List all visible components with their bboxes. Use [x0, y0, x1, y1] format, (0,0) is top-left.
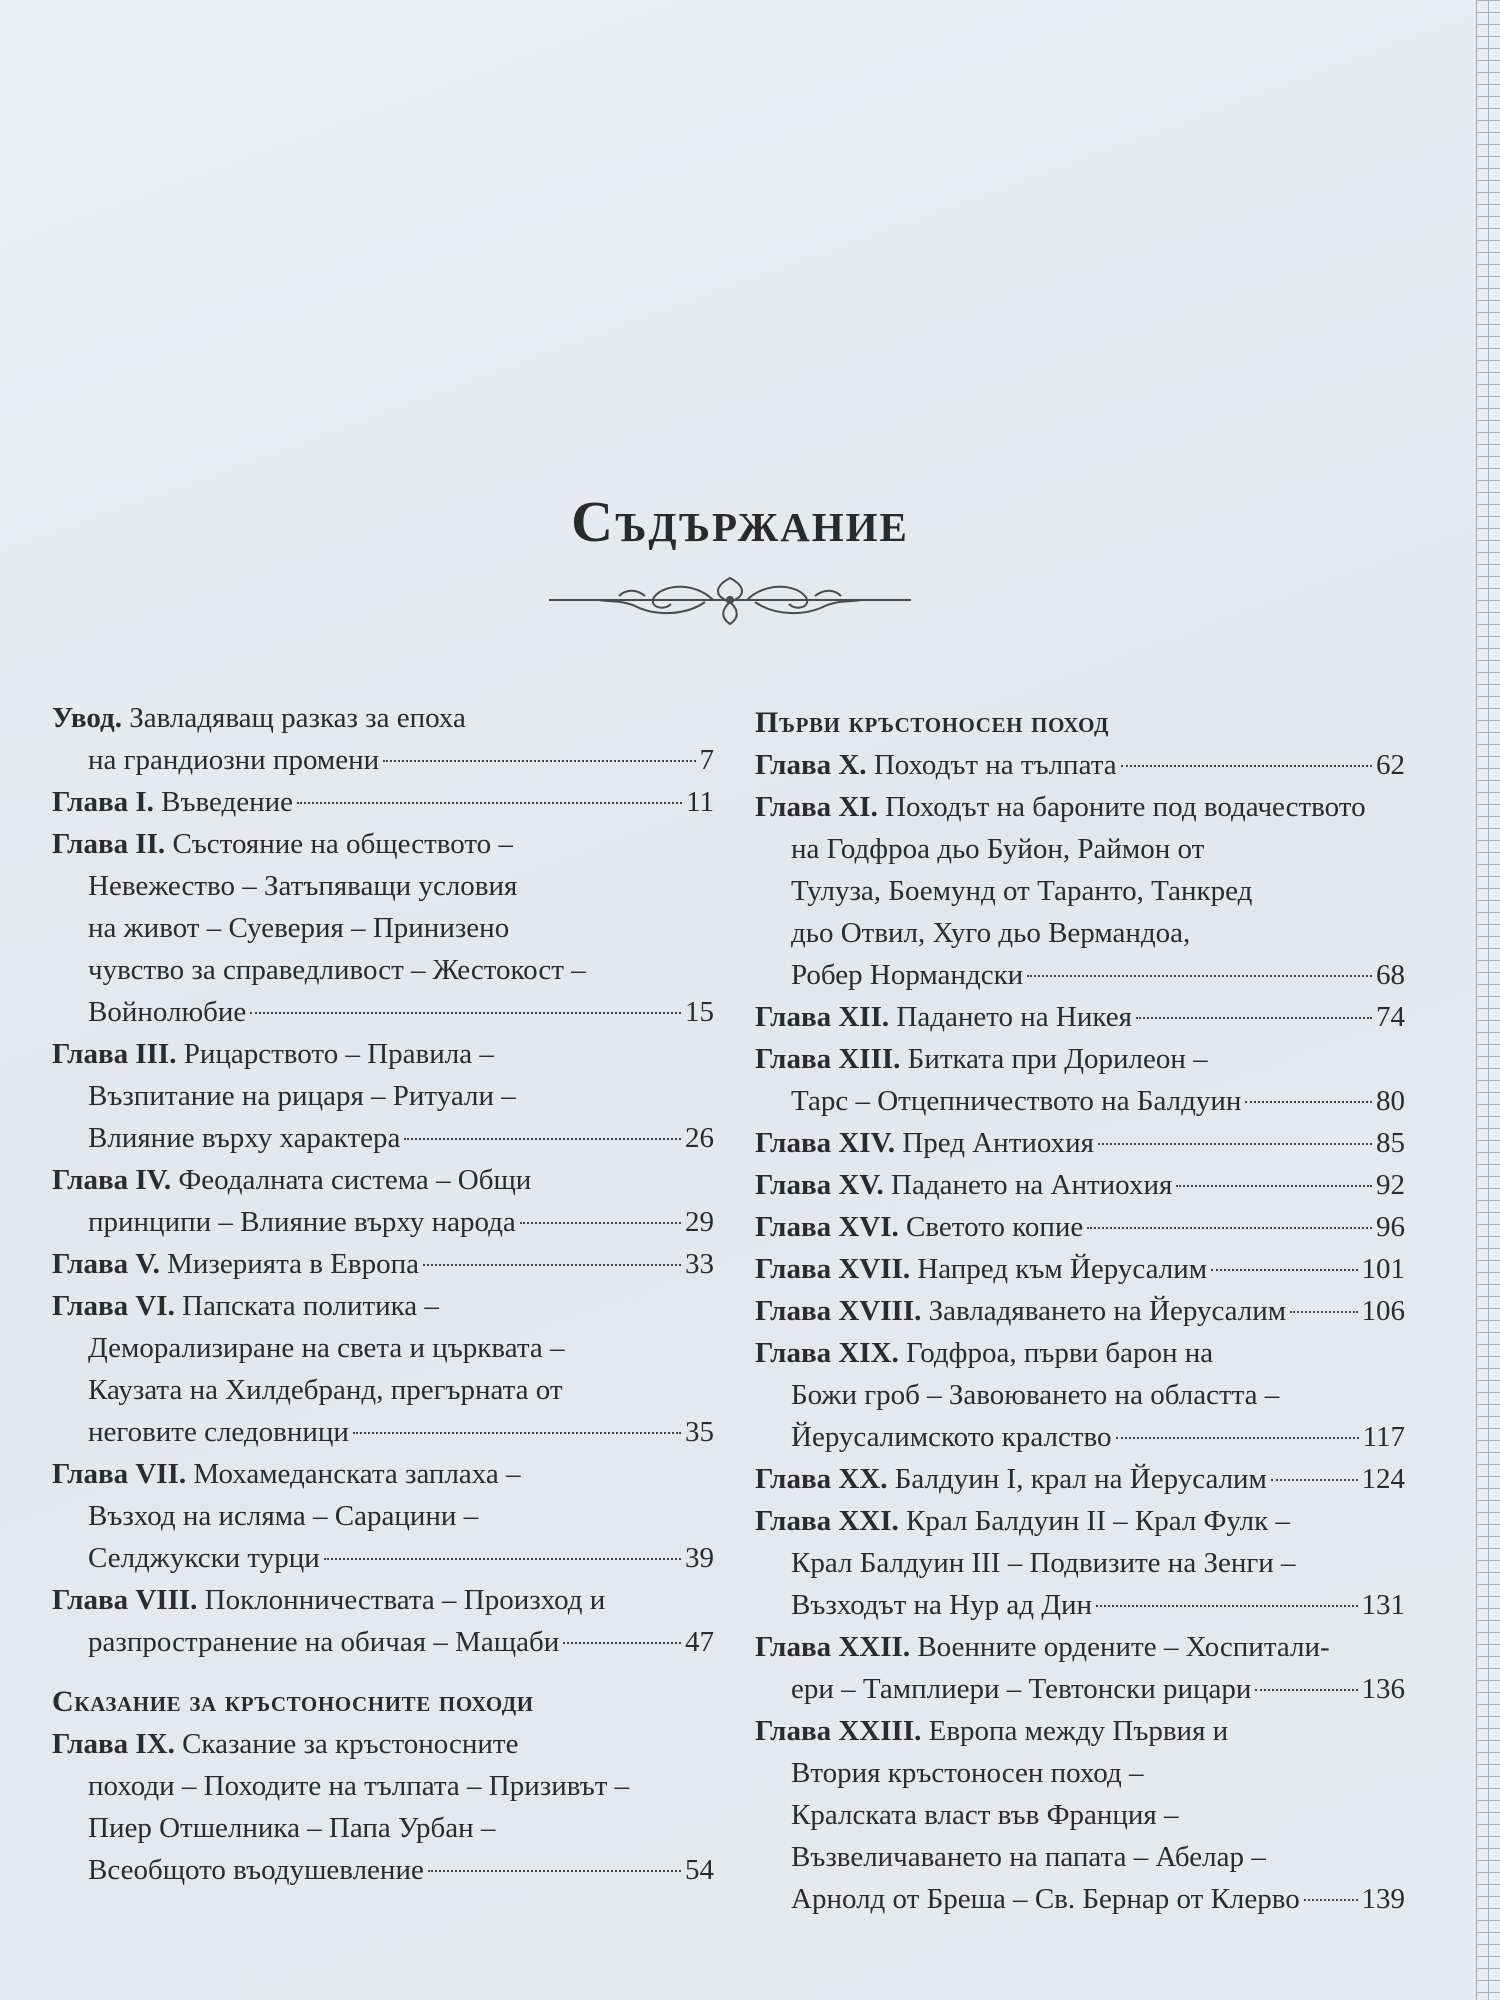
- toc-page-number: 117: [1362, 1421, 1405, 1453]
- toc-entry-text: [88, 1849, 424, 1891]
- toc-entry-title: Крал Балдуин II – Крал Фулк –: [906, 1505, 1290, 1537]
- toc-entry-title: Въведение: [161, 786, 294, 818]
- toc-entry-line: [52, 1579, 714, 1621]
- toc-entry-line: [52, 739, 714, 781]
- leader-dots: [1136, 1017, 1372, 1019]
- toc-entry-line: [52, 907, 714, 949]
- toc-entry-text: [88, 1812, 495, 1844]
- leader-dots: [1098, 1143, 1372, 1145]
- toc-entry-title: Мизерията в Европа: [167, 1248, 419, 1280]
- toc-entry-text: [755, 1043, 1208, 1075]
- toc-entry-text: [755, 1505, 1290, 1537]
- toc-entry-text: [791, 917, 1190, 949]
- toc-entry-text: [88, 739, 379, 781]
- toc-entry-line: [52, 1537, 714, 1579]
- toc-page-number: 7: [699, 744, 714, 776]
- toc-entry-line: [755, 744, 1405, 786]
- toc-chapter-label: Глава IV.: [52, 1164, 172, 1196]
- toc-entry-line: [52, 1849, 714, 1891]
- toc-entry-text: [88, 912, 509, 944]
- toc-chapter-label: Глава XV.: [755, 1169, 884, 1201]
- toc-chapter-label: Глава II.: [52, 828, 166, 860]
- toc-entry-line: [755, 1458, 1405, 1500]
- toc-entry-line: [52, 1807, 714, 1849]
- toc-chapter-label: Глава XVIII.: [755, 1295, 922, 1327]
- toc-entry-text: [755, 1290, 1286, 1332]
- toc-page-number: 74: [1376, 1001, 1405, 1033]
- toc-page-number: 131: [1361, 1589, 1405, 1621]
- toc-entry-text: [88, 991, 246, 1033]
- toc-entry-text: [88, 870, 517, 902]
- toc-entry-title: Балдуин I, крал на Йерусалим: [894, 1463, 1267, 1495]
- toc-entry-line: [52, 1033, 714, 1075]
- toc-entry-text: [755, 1164, 1172, 1206]
- leader-dots: [353, 1432, 681, 1434]
- toc-entry-text: [88, 954, 586, 986]
- leader-dots: [1176, 1185, 1372, 1187]
- toc-page-number: 33: [685, 1248, 714, 1280]
- leader-dots: [423, 1264, 681, 1266]
- leader-dots: [1290, 1311, 1357, 1313]
- toc-entry-text: [52, 828, 513, 860]
- toc-entry-line: [755, 828, 1405, 870]
- leader-dots: [1255, 1689, 1357, 1691]
- toc-entry-title: разпространение на обичая – Мащаби: [88, 1626, 560, 1658]
- toc-entry-line: [52, 991, 714, 1033]
- toc-entry-text: [791, 1757, 1143, 1789]
- toc-entry-title: Възходът на Нур ад Дин: [791, 1589, 1093, 1621]
- toc-entry-line: [755, 1122, 1405, 1164]
- section-heading: Първи кръстоносен поход: [755, 706, 1110, 739]
- toc-entry-text: [791, 1668, 1251, 1710]
- toc-entry-title: Селджукски турци: [88, 1542, 320, 1574]
- leader-dots: [404, 1138, 681, 1140]
- toc-entry-line: [52, 1621, 714, 1663]
- leader-dots: [1087, 1227, 1372, 1229]
- toc-entry-title: Завладяващ разказ за епоха: [129, 702, 466, 734]
- toc-entry-line: [52, 697, 714, 739]
- toc-entry-title: Втория кръстоносен поход –: [791, 1757, 1144, 1789]
- leader-dots: [1304, 1899, 1358, 1901]
- toc-entry-title: Тарс – Отцепничеството на Балдуин: [791, 1085, 1242, 1117]
- toc-entry-line: [755, 786, 1405, 828]
- toc-entry-title: Светото копие: [906, 1211, 1084, 1243]
- toc-entry-line: [755, 1332, 1405, 1374]
- toc-entry-text: [791, 1584, 1092, 1626]
- toc-entry-title: Кралската власт във Франция –: [791, 1799, 1179, 1831]
- toc-entry-text: [755, 791, 1366, 823]
- toc-entry-title: на Годфроа дьо Буйон, Раймон от: [791, 833, 1205, 865]
- page-title: Съдържание: [571, 489, 909, 554]
- toc-entry-line: [52, 1453, 714, 1495]
- leader-dots: [1121, 765, 1372, 767]
- toc-entry-text: [791, 1878, 1300, 1920]
- toc-entry-text: [791, 1799, 1179, 1831]
- toc-chapter-label: Глава XIX.: [755, 1337, 899, 1369]
- leader-dots: [1027, 975, 1372, 977]
- toc-chapter-label: Глава XXII.: [755, 1631, 911, 1663]
- toc-entry-title: Поклонничествата – Произход и: [204, 1584, 606, 1616]
- toc-page-number: 92: [1376, 1169, 1405, 1201]
- toc-page-number: 39: [685, 1542, 714, 1574]
- grid-paper-edge: [1476, 0, 1500, 2000]
- toc-entry-line: [755, 1290, 1405, 1332]
- leader-dots: [1096, 1605, 1357, 1607]
- toc-chapter-label: Глава XIII.: [755, 1043, 901, 1075]
- toc-entry-title: Рицарството – Правила –: [183, 1038, 494, 1070]
- toc-entry-title: Божи гроб – Завоюването на областта –: [791, 1379, 1280, 1411]
- toc-chapter-label: Глава III.: [52, 1038, 177, 1070]
- toc-entry-line: [755, 1878, 1405, 1920]
- leader-dots: [324, 1558, 681, 1560]
- toc-entry-text: [88, 1117, 400, 1159]
- toc-entry-line: [755, 1374, 1405, 1416]
- leader-dots: [1211, 1269, 1357, 1271]
- toc-entry-text: [791, 1080, 1241, 1122]
- toc-page-number: 62: [1376, 749, 1405, 781]
- toc-chapter-label: Глава XXI.: [755, 1505, 899, 1537]
- leader-dots: [297, 802, 682, 804]
- toc-entry-text: [791, 1379, 1279, 1411]
- toc-entry-title: дьо Отвил, Хуго дьо Вермандоа,: [791, 917, 1191, 949]
- toc-entry-line: [52, 1285, 714, 1327]
- toc-entry-title: Арнолд от Бреша – Св. Бернар от Клерво: [791, 1883, 1300, 1915]
- toc-entry-line: [755, 996, 1405, 1038]
- toc-entry-title: Йерусалимското кралство: [791, 1421, 1112, 1453]
- toc-entry-text: [88, 1332, 564, 1364]
- toc-entry-line: [755, 1416, 1405, 1458]
- toc-entry-title: Годфроа, първи барон на: [906, 1337, 1214, 1369]
- toc-entry-text: [755, 1458, 1267, 1500]
- toc-entry-line: [755, 1500, 1405, 1542]
- toc-entry-text: [755, 1715, 1228, 1747]
- toc-chapter-label: Глава VIII.: [52, 1584, 198, 1616]
- toc-chapter-label: Глава XII.: [755, 1001, 890, 1033]
- toc-entry-title: Деморализиране на света и църквата –: [88, 1332, 565, 1364]
- toc-entry-line: [52, 1201, 714, 1243]
- toc-entry-line: [52, 1117, 714, 1159]
- toc-entry-text: [52, 1728, 518, 1760]
- toc-entry-title: Пред Антиохия: [902, 1127, 1095, 1159]
- toc-entry-line: [755, 1584, 1405, 1626]
- decorative-flourish-icon: [545, 572, 915, 628]
- toc-entry-title: Напред към Йерусалим: [917, 1253, 1208, 1285]
- toc-entry-line: [52, 865, 714, 907]
- toc-entry-line: [755, 1038, 1405, 1080]
- toc-entry-text: [791, 1416, 1112, 1458]
- toc-entry-title: Възход на исляма – Сарацини –: [88, 1500, 479, 1532]
- toc-entry-text: [791, 954, 1023, 996]
- toc-entry-text: [755, 744, 1117, 786]
- toc-page-number: 26: [685, 1122, 714, 1154]
- toc-entry-title: Пиер Отшелника – Папа Урбан –: [88, 1812, 496, 1844]
- leader-dots: [1116, 1437, 1359, 1439]
- leader-dots: [520, 1222, 681, 1224]
- toc-entry-text: [791, 833, 1204, 865]
- toc-entry-title: Сказание за кръстоносните: [182, 1728, 519, 1760]
- toc-page-number: 47: [685, 1626, 714, 1658]
- toc-entry-line: [52, 1411, 714, 1453]
- toc-entry-title: Феодалната система – Общи: [178, 1164, 532, 1196]
- toc-entry-title: Битката при Дорилеон –: [907, 1043, 1208, 1075]
- toc-entry-title: на грандиозни промени: [88, 744, 380, 776]
- toc-entry-line: [755, 1710, 1405, 1752]
- toc-entry-line: [52, 1075, 714, 1117]
- toc-page-number: 101: [1361, 1253, 1405, 1285]
- toc-entry-text: [88, 1411, 349, 1453]
- toc-entry-line: [755, 1836, 1405, 1878]
- toc-chapter-label: Глава VII.: [52, 1458, 187, 1490]
- toc-entry-line: [52, 1765, 714, 1807]
- toc-entry-title: Възвеличаването на папата – Абелар –: [791, 1841, 1266, 1873]
- toc-entry-line: [755, 1248, 1405, 1290]
- leader-dots: [1271, 1479, 1358, 1481]
- toc-entry-text: [755, 1337, 1213, 1369]
- toc-entry-text: [88, 1374, 563, 1406]
- toc-entry-title: Робер Нормандски: [791, 959, 1024, 991]
- toc-entry-title: Каузата на Хилдебранд, прегърната от: [88, 1374, 563, 1406]
- toc-entry-title: Всеобщото въодушевление: [88, 1854, 424, 1886]
- toc-entry-text: [88, 1770, 629, 1802]
- toc-entry-text: [755, 1631, 1330, 1663]
- toc-entry-text: [52, 1458, 521, 1490]
- toc-entry-title: на живот – Суеверия – Принизено: [88, 912, 510, 944]
- toc-chapter-label: Глава IX.: [52, 1728, 175, 1760]
- toc-chapter-label: Глава VI.: [52, 1290, 175, 1322]
- toc-page-number: 11: [686, 786, 714, 818]
- toc-entry-title: Военните ордените – Хоспитали-: [917, 1631, 1330, 1663]
- toc-chapter-label: Глава I.: [52, 786, 154, 818]
- toc-chapter-label: Увод.: [52, 702, 122, 734]
- leader-dots: [383, 760, 695, 762]
- toc-entry-line: [755, 1542, 1405, 1584]
- toc-page-number: 139: [1361, 1883, 1405, 1915]
- toc-entry-text: [88, 1080, 516, 1112]
- toc-entry-text: [755, 996, 1132, 1038]
- toc-entry-title: Падането на Антиохия: [891, 1169, 1173, 1201]
- toc-entry-title: Тулуза, Боемунд от Таранто, Танкред: [791, 875, 1253, 907]
- toc-page-number: 106: [1361, 1295, 1405, 1327]
- leader-dots: [563, 1642, 681, 1644]
- toc-entry-line: [52, 1327, 714, 1369]
- toc-entry-title: принципи – Влияние върху народа: [88, 1206, 516, 1238]
- toc-entry-line: [755, 870, 1405, 912]
- toc-entry-title: Мохамеданската заплаха –: [193, 1458, 521, 1490]
- toc-page-number: 29: [685, 1206, 714, 1238]
- toc-entry-title: Походът на бароните под водачеството: [885, 791, 1366, 823]
- toc-page-number: 54: [685, 1854, 714, 1886]
- toc-entry-title: Състояние на обществото –: [172, 828, 513, 860]
- toc-entry-text: [791, 1841, 1266, 1873]
- toc-chapter-label: Глава XXIII.: [755, 1715, 922, 1747]
- toc-entry-text: [88, 1621, 559, 1663]
- toc-entry-title: Европа между Първия и: [928, 1715, 1229, 1747]
- toc-chapter-label: Глава V.: [52, 1248, 160, 1280]
- leader-dots: [250, 1012, 681, 1014]
- toc-entry-line: [755, 1794, 1405, 1836]
- toc-entry-title: Завладяването на Йерусалим: [928, 1295, 1287, 1327]
- toc-page-number: 68: [1376, 959, 1405, 991]
- toc-entry-title: Невежество – Затъпяващи условия: [88, 870, 518, 902]
- toc-entry-text: [755, 1248, 1207, 1290]
- toc-entry-line: [52, 1243, 714, 1285]
- toc-entry-text: [88, 1201, 516, 1243]
- toc-entry-line: [755, 912, 1405, 954]
- toc-entry-line: [755, 954, 1405, 996]
- toc-entry-title: походи – Походите на тълпата – Призивът –: [88, 1770, 630, 1802]
- toc-entry-text: [52, 1038, 494, 1070]
- toc-entry-text: [791, 875, 1252, 907]
- toc-entry-text: [52, 1164, 531, 1196]
- toc-chapter-label: Глава XVI.: [755, 1211, 899, 1243]
- toc-page-number: 85: [1376, 1127, 1405, 1159]
- toc-entry-title: Влияние върху характера: [88, 1122, 401, 1154]
- toc-page-number: 96: [1376, 1211, 1405, 1243]
- toc-entry-text: [88, 1500, 478, 1532]
- toc-entry-line: [755, 1668, 1405, 1710]
- leader-dots: [1245, 1101, 1372, 1103]
- toc-entry-text: [52, 1584, 605, 1616]
- toc-entry-text: [52, 702, 466, 734]
- toc-entry-line: [755, 1626, 1405, 1668]
- toc-page-number: 136: [1361, 1673, 1405, 1705]
- toc-entry-title: Крал Балдуин III – Подвизите на Зенги –: [791, 1547, 1296, 1579]
- toc-entry-line: [52, 1495, 714, 1537]
- toc-entry-line: [52, 781, 714, 823]
- toc-entry-text: [791, 1547, 1296, 1579]
- toc-entry-line: [755, 1752, 1405, 1794]
- toc-entry-line: [755, 1080, 1405, 1122]
- toc-chapter-label: Глава XX.: [755, 1463, 888, 1495]
- toc-entry-text: [52, 1243, 419, 1285]
- section-heading: Сказание за кръстоносните походи: [52, 1685, 534, 1718]
- toc-entry-line: [52, 1369, 714, 1411]
- toc-entry-title: чувство за справедливост – Жестокост –: [88, 954, 586, 986]
- toc-entry-line: [52, 949, 714, 991]
- toc-chapter-label: Глава X.: [755, 749, 867, 781]
- toc-entry-title: Възпитание на рицаря – Ритуали –: [88, 1080, 516, 1112]
- toc-chapter-label: Глава XVII.: [755, 1253, 911, 1285]
- toc-page-number: 124: [1361, 1463, 1405, 1495]
- toc-entry-title: Походът на тълпата: [873, 749, 1117, 781]
- toc-entry-line: [52, 823, 714, 865]
- toc-entry-text: [755, 1122, 1094, 1164]
- toc-entry-line: [52, 1159, 714, 1201]
- toc-entry-title: неговите следовници: [88, 1416, 349, 1448]
- toc-entry-title: Войнолюбие: [88, 996, 247, 1028]
- toc-entry-title: Падането на Никея: [896, 1001, 1132, 1033]
- toc-entry-title: Папската политика –: [182, 1290, 439, 1322]
- toc-entry-line: [755, 1164, 1405, 1206]
- toc-entry-title: ери – Тамплиери – Тевтонски рицари: [791, 1673, 1252, 1705]
- toc-entry-line: [52, 1723, 714, 1765]
- toc-chapter-label: Глава XI.: [755, 791, 878, 823]
- leader-dots: [428, 1870, 681, 1872]
- toc-entry-text: [755, 1206, 1083, 1248]
- toc-chapter-label: Глава XIV.: [755, 1127, 896, 1159]
- toc-page-number: 15: [685, 996, 714, 1028]
- toc-page-number: 35: [685, 1416, 714, 1448]
- toc-entry-text: [52, 781, 293, 823]
- toc-page-number: 80: [1376, 1085, 1405, 1117]
- toc-entry-text: [88, 1537, 320, 1579]
- toc-entry-text: [52, 1290, 439, 1322]
- toc-entry-line: [755, 1206, 1405, 1248]
